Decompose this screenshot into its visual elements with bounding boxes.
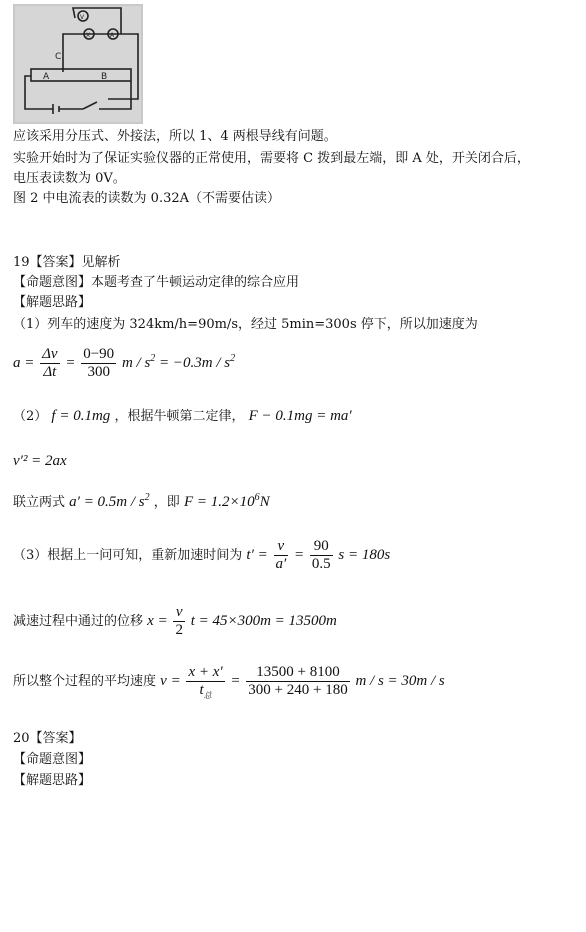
- text-line-1: 应该采用分压式、外接法，所以 1、4 两根导线有问题。: [13, 129, 337, 144]
- eq7-rhs: m / s = 30m / s: [355, 672, 445, 689]
- eq5-den2: 0.5: [311, 556, 331, 572]
- eq7-den1-sub: 总: [203, 691, 212, 700]
- eq1-den: 300: [81, 363, 116, 381]
- circuit-diagram-photo: [13, 4, 143, 124]
- text-line-3: 电压表读数为 0V。: [13, 171, 126, 186]
- step5-prefix: 所以整个过程的平均速度: [13, 673, 157, 689]
- q19-heading: 19【答案】见解析: [13, 255, 121, 270]
- eq1-dden: Δt: [40, 363, 59, 381]
- text-line-2: 实验开始时为了保证实验仪器的正常使用，需要将 C 拨到最左端，即 A 处，开关闭合后，: [13, 151, 530, 166]
- q19-intent: 【命题意图】本题考查了牛顿运动定律的综合应用: [13, 275, 300, 290]
- join-prefix: 联立两式: [13, 495, 66, 510]
- eq6-num: v: [175, 604, 183, 620]
- q19-step5: [13, 664, 445, 699]
- eq1-dnum: Δv: [42, 346, 58, 362]
- label-ammeter: A: [110, 32, 115, 39]
- equation-kinematics: v′² = 2ax: [13, 453, 67, 469]
- eq5-lhs: t′ =: [246, 546, 268, 563]
- step3-prefix: （3）根据上一问可知，重新加速时间为: [13, 547, 243, 563]
- eq5-rhs: s = 180s: [338, 546, 391, 563]
- eq7-den1: t: [199, 682, 204, 698]
- eq1-num: 0−90: [83, 346, 115, 362]
- step2-prefix: （2）: [13, 409, 48, 424]
- q19-thinking: 【解题思路】: [13, 295, 92, 310]
- q19-step1: （1）列车的速度为 324km/h=90m/s，经过 5min=300s 停下，所以加速度为: [13, 317, 478, 332]
- equation-average-velocity: v = $\frac{x + x'}{t_总}$ = $\frac{13500 + 8100}{300 + 240 + 180}$ m / s = 30m / s: [160, 664, 445, 700]
- label-b: B: [101, 72, 108, 82]
- step4-prefix: 减速过程中通过的位移: [13, 613, 144, 629]
- eq4-f: F = 1.2×10: [183, 494, 255, 510]
- q19-step2: [13, 407, 352, 426]
- eq4-force: [184, 494, 270, 510]
- eq2-newton: F − 0.1mg = ma′: [248, 408, 352, 424]
- eq7-num2: 13500 + 8100: [256, 664, 340, 680]
- eq5-num2: 90: [313, 538, 329, 554]
- photo-paper: [15, 6, 141, 122]
- eq5-num1: v: [277, 538, 285, 554]
- q20-heading: 20【答案】: [13, 731, 82, 746]
- eq1-lhs: a: [13, 354, 21, 371]
- text-line-4: 图 2 中电流表的读数为 0.32A（不需要估读）: [13, 191, 281, 206]
- eq6-den: 2: [175, 622, 183, 638]
- q20-thinking: 【解题思路】: [13, 773, 92, 788]
- step2-mid: ，根据牛顿第二定律，: [114, 409, 245, 424]
- eq2-friction: f = 0.1mg: [51, 408, 111, 424]
- q19-step3: [13, 538, 390, 573]
- eq6-lhs: x =: [147, 612, 168, 629]
- q19-step4: [13, 604, 337, 639]
- equation-reaccel-time: t′ = $\frac{v}{a'}$ = $\frac{90}{0.5}$ s = 180s: [246, 538, 391, 572]
- eq6-rhs: t = 45×300m = 13500m: [190, 612, 337, 629]
- equation-acceleration: a = $\frac{\Delta v}{\Delta t}$ = $\frac{0-90}{300}$ $m / s^2 = -0.3m / s^2$: [13, 346, 236, 380]
- eq5-den1: a′: [275, 556, 287, 572]
- eq1-unit: m / s: [121, 354, 151, 371]
- label-a: A: [43, 72, 50, 82]
- eq4-accel: $a' = 0.5m / s^2$: [69, 492, 150, 510]
- q19-join: [13, 493, 270, 512]
- eq7-lhs: v =: [160, 672, 181, 689]
- label-c: C: [55, 52, 62, 62]
- eq4-exp: 6: [254, 492, 260, 503]
- eq1-rhs: −0.3m / s: [172, 354, 231, 371]
- eq4-unit: N: [259, 494, 270, 510]
- eq7-den2: 300 + 240 + 180: [248, 682, 348, 698]
- eq4-a: a′ = 0.5m / s: [69, 494, 145, 510]
- equation-displacement: [147, 604, 337, 638]
- join-mid: ，即: [153, 495, 180, 510]
- label-voltmeter: V: [80, 14, 85, 21]
- eq7-num1: x + x′: [188, 664, 223, 680]
- label-x: X: [86, 32, 91, 39]
- q20-intent: 【命题意图】: [13, 752, 92, 767]
